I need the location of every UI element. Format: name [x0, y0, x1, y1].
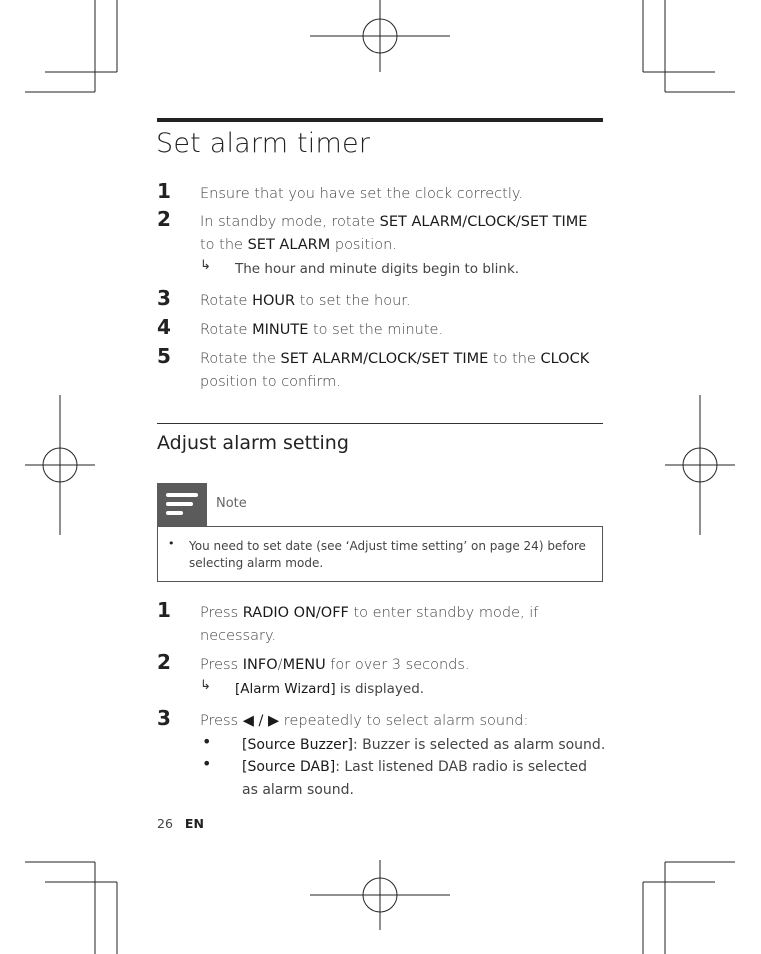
step-text: Rotate MINUTE to set the minute. — [200, 322, 444, 338]
control-name: SET ALARM/CLOCK/SET TIME — [280, 351, 489, 367]
control-name: HOUR — [252, 293, 296, 309]
step-text: Press RADIO ON/OFF to enter standby mode, if necessary. — [200, 605, 539, 644]
result-arrow-icon: ↳ — [200, 258, 211, 273]
step-text: Rotate the SET ALARM/CLOCK/SET TIME to the CLOCK position to confirm. — [200, 351, 590, 390]
left-right-arrow-icon: ◀ / ▶ — [242, 713, 280, 729]
control-name: SET ALARM — [247, 237, 331, 253]
page-title: Set alarm timer — [156, 128, 371, 159]
step-number: 1 — [157, 179, 171, 203]
step-number: 5 — [157, 344, 171, 368]
section-title: Adjust alarm setting — [157, 432, 349, 454]
section-rule — [157, 423, 603, 424]
note-text: You need to set date (see ‘Adjust time setting’ on page 24) before selecting alarm mode. — [189, 539, 586, 570]
step-text: Ensure that you have set the clock correctly. — [200, 186, 523, 202]
result-text: [Alarm Wizard] is displayed. — [235, 681, 425, 697]
page-number: 26 — [157, 816, 173, 831]
step-number: 2 — [157, 650, 171, 674]
step-number: 2 — [157, 207, 171, 231]
option-bullet: • — [202, 732, 212, 751]
language-code: EN — [184, 816, 204, 831]
note-icon — [157, 483, 207, 526]
option-text: [Source DAB]: Last listened DAB radio is selected as alarm sound. — [242, 759, 587, 798]
step-number: 3 — [157, 286, 171, 310]
step-number: 3 — [157, 706, 171, 730]
result-text: The hour and minute digits begin to blink. — [235, 261, 520, 277]
option-text: [Source Buzzer]: Buzzer is selected as alarm sound. — [242, 737, 606, 753]
step-text: Press ◀ / ▶ repeatedly to select alarm sound: — [200, 713, 529, 729]
note-bullet: • — [168, 537, 175, 550]
option-bullet: • — [202, 754, 212, 773]
control-name: MENU — [282, 657, 326, 673]
control-name: SET ALARM/CLOCK/SET TIME — [379, 214, 588, 230]
step-number: 1 — [157, 598, 171, 622]
step-number: 4 — [157, 315, 171, 339]
step-text: In standby mode, rotate SET ALARM/CLOCK/SET TIME to the SET ALARM position. — [200, 214, 588, 253]
note-label: Note — [216, 496, 247, 511]
note-box — [157, 526, 603, 582]
title-rule — [157, 118, 603, 122]
control-name: CLOCK — [540, 351, 590, 367]
step-text: Press INFO/MENU for over 3 seconds. — [200, 657, 470, 673]
page-footer — [157, 816, 204, 831]
control-name: RADIO ON/OFF — [242, 605, 349, 621]
step-text: Rotate HOUR to set the hour. — [200, 293, 411, 309]
control-name: INFO — [242, 657, 278, 673]
result-arrow-icon: ↳ — [200, 678, 211, 693]
control-name: MINUTE — [252, 322, 309, 338]
